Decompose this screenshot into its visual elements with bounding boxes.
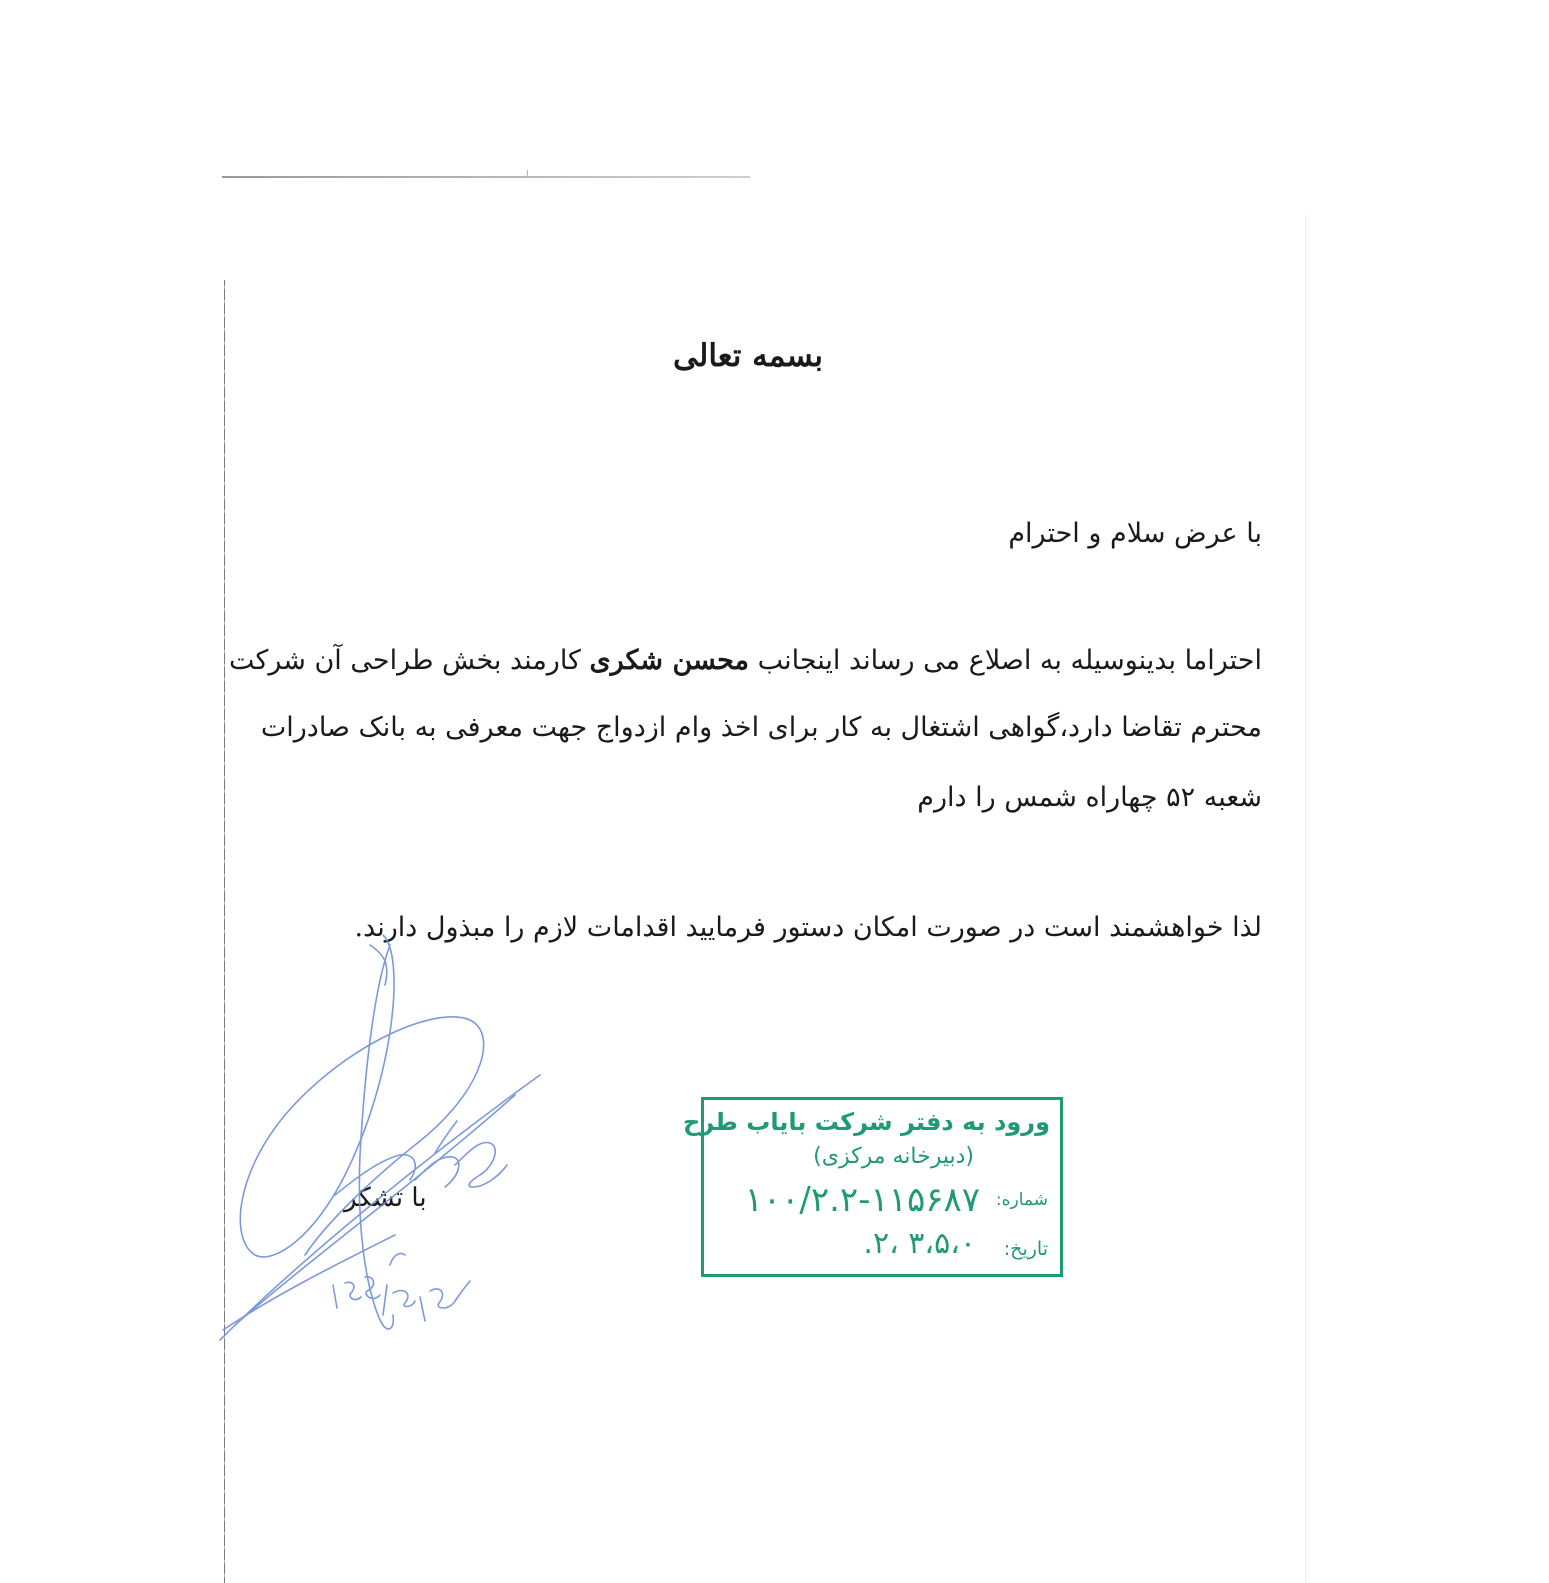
letter-closing: لذا خواهشمند است در صورت امکان دستور فرمایید اقدامات لازم را مبذول دارند.: [354, 912, 1262, 943]
scan-edge-right: [1305, 215, 1306, 1583]
stamp-title: ورود به دفتر شرکت بایاب طرح: [683, 1108, 1050, 1136]
handwritten-signature: [215, 925, 555, 1365]
stamp-number-value: ۱۰۰/۲.۲-۱۱۵۶۸۷: [744, 1180, 980, 1220]
letter-paragraph-line-3: شعبه ۵۲ چهاراه شمس را دارم: [917, 782, 1262, 813]
letter-heading: بسمه تعالی: [673, 338, 823, 374]
letter-paragraph-line-1: [229, 645, 1262, 676]
employee-name: محسن شکری: [589, 645, 749, 676]
letter-greeting: با عرض سلام و احترام: [1008, 518, 1262, 549]
letter-paragraph-line-2: محترم تقاضا دارد،گواهی اشتغال به کار برای اخذ وام ازدواج جهت معرفی به بانک صادرات: [260, 712, 1262, 743]
stamp-date-value: ۳،۵،۰ ،۲.: [863, 1226, 976, 1261]
stamp-date-label: تاریخ:: [1003, 1238, 1048, 1260]
paragraph-text-before-name: احتراما بدینوسیله به اصلاع می رساند اینجانب: [748, 645, 1262, 676]
scan-edge-top: [222, 176, 750, 178]
stamp-subtitle: (دبیرخانه مرکزی): [813, 1144, 974, 1169]
scan-edge-tick: [527, 170, 528, 178]
reception-stamp: [683, 1097, 1063, 1277]
paragraph-text-after-name: کارمند بخش طراحی آن شرکت: [229, 645, 590, 676]
letter-thanks: با تشکر: [344, 1183, 427, 1213]
stamp-number-label: شماره:: [995, 1190, 1048, 1210]
